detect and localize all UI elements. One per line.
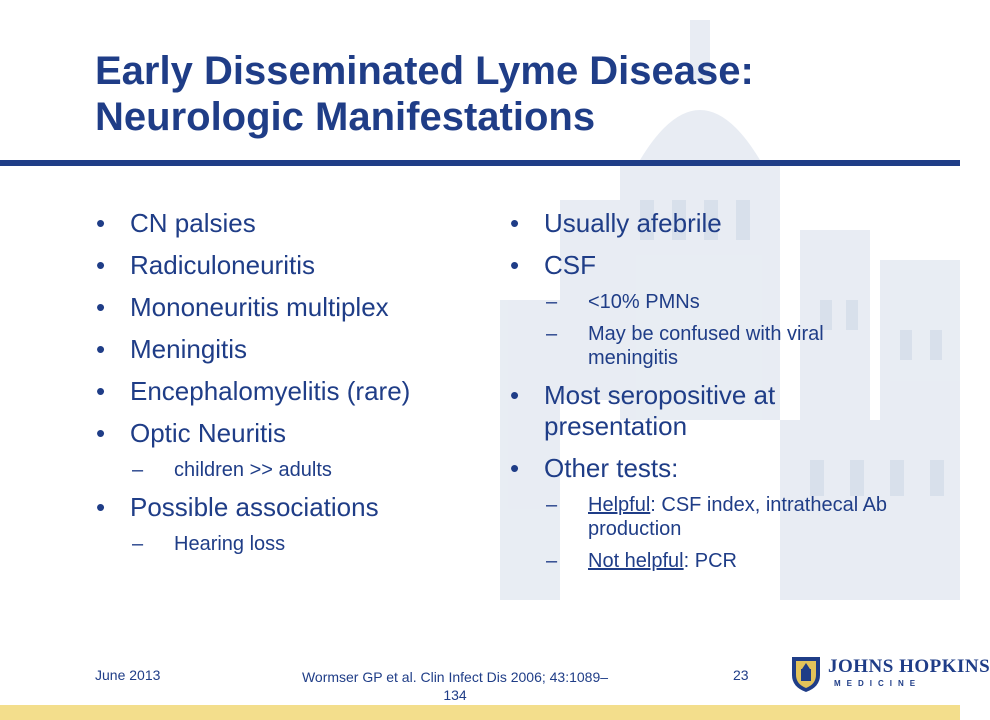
list-item: [96, 208, 476, 239]
slide-number: 23: [733, 667, 749, 683]
list-item: [510, 208, 930, 239]
list-item-text: Optic Neuritis: [130, 418, 287, 448]
sub-list-item: [546, 549, 930, 573]
list-item-text: Radiculoneuritis: [130, 250, 315, 280]
list-item: [510, 380, 864, 442]
list-item: [510, 250, 930, 281]
bullet-icon: •: [96, 418, 106, 448]
list-item-text: Meningitis: [130, 334, 248, 364]
bullet-icon: •: [96, 334, 106, 364]
sub-list-item: [132, 532, 476, 556]
sub-list-item: [132, 458, 476, 482]
sub-list-item-text: May be confused with viral meningitis: [588, 323, 824, 369]
logo-wordmark: JOHNS HOPKINS: [828, 656, 990, 677]
list-item: [96, 250, 476, 281]
dash-icon: –: [132, 459, 144, 481]
bottom-accent-bar: [0, 705, 960, 720]
list-item: [96, 376, 430, 407]
list-item: [96, 418, 476, 449]
bullet-icon: •: [96, 292, 106, 322]
bullet-icon: •: [510, 208, 520, 238]
list-item: [96, 492, 476, 523]
list-item-text: Most seropositive at presentation: [544, 380, 776, 441]
helpful-text: : CSF index, intrathecal Ab production: [588, 494, 888, 540]
dash-icon: –: [546, 550, 558, 572]
not-helpful-label: Not helpful: [588, 550, 684, 572]
list-item: [510, 453, 930, 484]
list-item-text: Other tests:: [544, 453, 679, 483]
bullet-icon: •: [510, 380, 520, 410]
footer-date: June 2013: [95, 667, 161, 683]
footer-citation: Wormser GP et al. Clin Infect Dis 2006; 43:1089–134: [301, 669, 609, 703]
title-line-2: Neurologic Manifestations: [95, 95, 596, 139]
sub-list-item: [546, 290, 930, 314]
left-bullet-list: [96, 208, 476, 566]
bullet-icon: •: [96, 492, 106, 522]
list-item: [96, 292, 476, 323]
bullet-icon: •: [96, 208, 106, 238]
list-item-text: CN palsies: [130, 208, 256, 238]
bullet-icon: •: [510, 250, 520, 280]
bullet-icon: •: [96, 250, 106, 280]
johns-hopkins-logo: [790, 655, 990, 693]
title-divider: [0, 160, 960, 166]
slide-title: [95, 48, 935, 140]
not-helpful-text: : PCR: [683, 550, 737, 572]
list-item-text: Possible associations: [130, 492, 379, 522]
bullet-icon: •: [510, 453, 520, 483]
sub-list-item-text: children >> adults: [174, 459, 332, 481]
list-item-text: Usually afebrile: [544, 208, 722, 238]
dash-icon: –: [546, 494, 558, 516]
list-item-text: Mononeuritis multiplex: [130, 292, 389, 322]
bullet-icon: •: [96, 376, 106, 406]
dash-icon: –: [132, 533, 144, 555]
dash-icon: –: [546, 291, 558, 313]
list-item: [96, 334, 476, 365]
sub-list-item: [546, 322, 828, 370]
list-item-text: Encephalomyelitis (rare): [130, 376, 411, 406]
helpful-label: Helpful: [588, 494, 651, 516]
list-item-text: CSF: [544, 250, 596, 280]
title-line-1: Early Disseminated Lyme Disease:: [95, 49, 754, 93]
sub-list-item-text: Hearing loss: [174, 533, 286, 555]
right-bullet-list: [510, 208, 930, 583]
shield-icon: [790, 655, 822, 693]
sub-list-item: [546, 493, 888, 541]
sub-list-item-text: <10% PMNs: [588, 291, 700, 313]
logo-subtitle: MEDICINE: [834, 679, 922, 688]
dash-icon: –: [546, 323, 558, 345]
